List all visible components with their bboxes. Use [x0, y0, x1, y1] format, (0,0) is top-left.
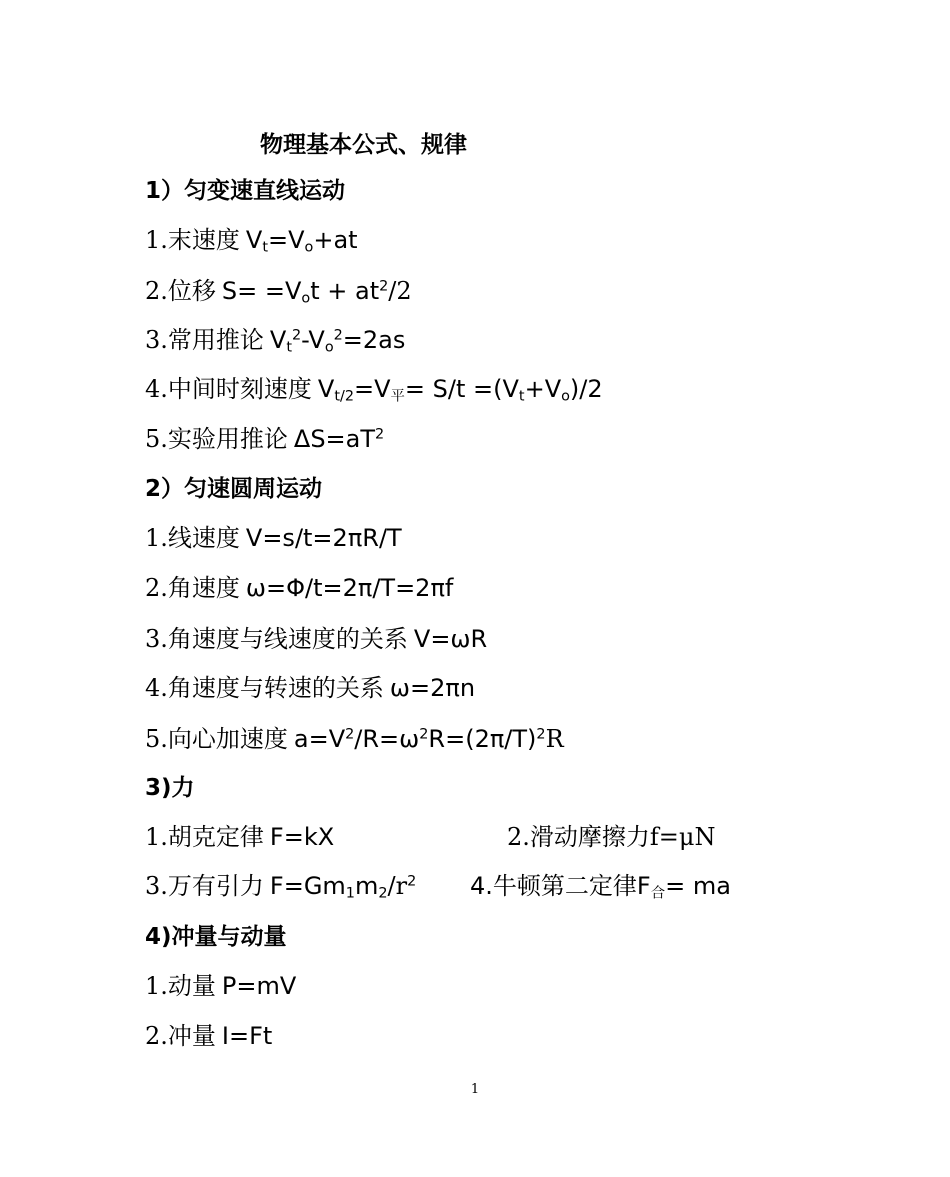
item-label: 胡克定律: [167, 823, 264, 851]
formula-line: [145, 573, 453, 604]
item-number: 5.: [145, 425, 168, 453]
item-label: 中间时刻速度: [167, 375, 312, 403]
formula: ω=2πn: [389, 674, 476, 702]
item-label: 常用推论: [167, 326, 264, 354]
item-number: 3.: [145, 326, 168, 354]
item-label: 动量: [167, 972, 216, 1000]
section-heading-2: 2）匀速圆周运动: [145, 476, 323, 502]
formula: $S= =V_ot + at^2/2$: [221, 277, 412, 307]
item-number: 2.: [507, 823, 530, 851]
item-number: 2.: [145, 574, 168, 602]
formula: $V_t=V_o+at$: [245, 226, 358, 256]
section-heading-1: 1）匀变速直线运动: [145, 178, 346, 204]
formula: $a=V^2/R=\omega^2R=(2\pi/T)^2R$: [293, 725, 564, 753]
formula-line: [145, 871, 845, 902]
item-label: 实验用推论: [167, 425, 288, 453]
formula: P=mV: [221, 972, 297, 1000]
formula: V=ωR: [413, 625, 488, 653]
item-label: 冲量: [167, 1022, 216, 1050]
formula-line: [145, 325, 405, 356]
formula-line: [145, 276, 412, 307]
item-number: 2.: [145, 1022, 168, 1050]
formula: $V_t^2-V_o^2=2as$: [269, 326, 406, 356]
formula: $\Delta S=aT^2$: [293, 425, 385, 453]
item-number: 2.: [145, 277, 168, 305]
formula-line: [145, 624, 487, 655]
item-number: 4.: [470, 872, 493, 900]
item-number: 3.: [145, 872, 168, 900]
page-number: 1: [470, 1082, 480, 1097]
formula-line: [145, 971, 296, 1002]
item-label: 线速度: [167, 524, 240, 552]
formula-line: [145, 673, 475, 704]
section-heading-4: 4)冲量与动量: [145, 924, 287, 950]
item-number: 4.: [145, 375, 168, 403]
item-label: 牛顿第二定律: [492, 872, 637, 900]
formula-line-column-2: [470, 871, 731, 902]
formula-line: [145, 822, 845, 853]
formula-line: [145, 724, 564, 755]
formula-line-column-2: [507, 822, 716, 853]
formula-line: [145, 1021, 272, 1052]
formula: I=Ft: [221, 1022, 273, 1050]
formula-line: [145, 523, 402, 554]
item-label: 位移: [167, 277, 216, 305]
item-number: 5.: [145, 725, 168, 753]
formula-line: [145, 225, 358, 256]
item-label: 滑动摩擦力: [529, 823, 650, 851]
formula: f=μN: [649, 823, 716, 851]
item-label: 角速度与线速度的关系: [167, 625, 408, 653]
formula-line: [145, 424, 384, 455]
formula: ω=Φ/t=2π/T=2πf: [245, 574, 454, 602]
item-number: 1.: [145, 524, 168, 552]
formula: $F=Gm_1m_2/r^2$: [269, 872, 417, 902]
formula: V=s/t=2πR/T: [245, 524, 402, 552]
item-label: 角速度与转速的关系: [167, 674, 384, 702]
item-number: 1.: [145, 226, 168, 254]
section-heading-3: 3)力: [145, 775, 195, 801]
page-title: 物理基本公式、规律: [260, 132, 467, 158]
item-label: 万有引力: [167, 872, 264, 900]
formula: $V_{t/2}=V_平= S/t =(V_t+V_o)/2$: [317, 375, 603, 405]
item-label: 角速度: [167, 574, 240, 602]
item-number: 1.: [145, 972, 168, 1000]
formula: F=kX: [269, 823, 335, 851]
item-label: 末速度: [167, 226, 240, 254]
item-label: 向心加速度: [167, 725, 288, 753]
formula-line: [145, 374, 603, 405]
formula: $F_合=$ ma: [636, 872, 731, 902]
item-number: 3.: [145, 625, 168, 653]
item-number: 1.: [145, 823, 168, 851]
item-number: 4.: [145, 674, 168, 702]
